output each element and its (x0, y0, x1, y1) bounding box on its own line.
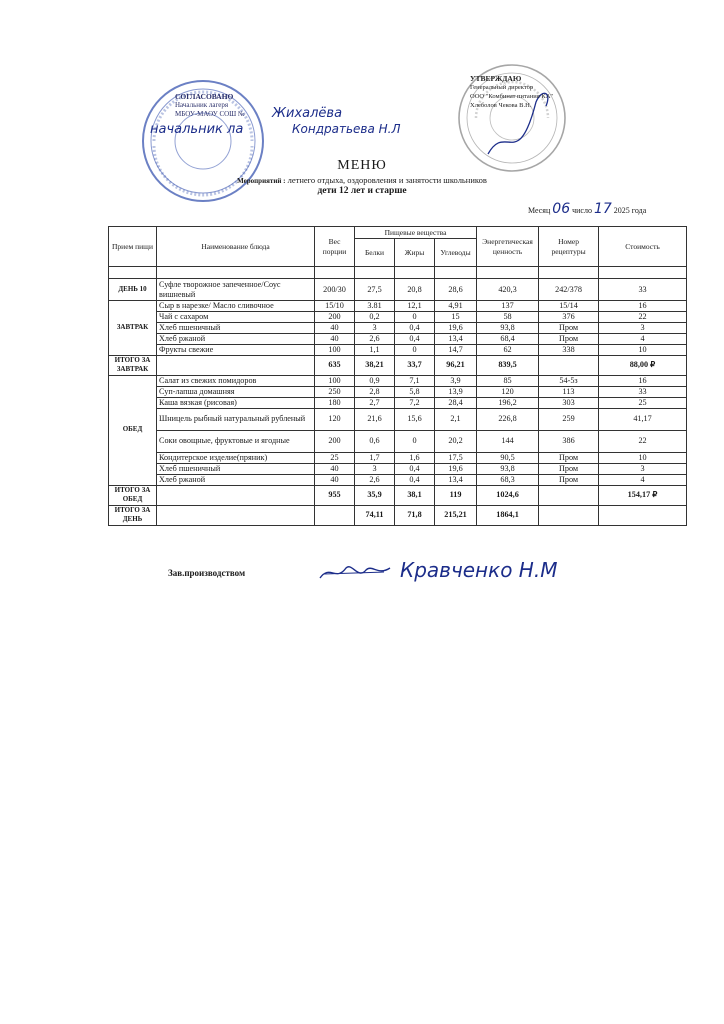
cell-weight: 40 (315, 463, 355, 474)
cell-carbs: 2,1 (435, 408, 477, 430)
cell-recipe: 113 (539, 386, 599, 397)
day-total-row: ИТОГО ЗА ДЕНЬ 74,11 71,8 215,21 1864,1 (109, 505, 687, 525)
cell-cost: 10 (599, 452, 687, 463)
production-manager-signature: Кравченко Н.М (400, 558, 558, 582)
dish-name: Хлеб пшеничный (157, 322, 315, 333)
approval-right-title: УТВЕРЖДАЮ (470, 74, 522, 83)
date-day: 17 (593, 201, 612, 217)
cell-weight: 100 (315, 375, 355, 386)
col-dish: Наименование блюда (157, 227, 315, 267)
cell-fat: 1,6 (395, 452, 435, 463)
cell-weight: 200 (315, 430, 355, 452)
cell-weight: 250 (315, 386, 355, 397)
cell-protein: 1,1 (355, 344, 395, 355)
dish-name: Соки овощные, фруктовые и ягодные (157, 430, 315, 452)
cell-protein: 1,7 (355, 452, 395, 463)
lunch-section (109, 375, 687, 485)
cell-carbs: 13,4 (435, 333, 477, 344)
cell-carbs: 13,4 (435, 474, 477, 485)
dish-name: Кондитерское изделие(пряник) (157, 452, 315, 463)
cell-cost: 25 (599, 397, 687, 408)
col-protein: Белки (355, 239, 395, 267)
table-row (109, 333, 687, 344)
cell-recipe: Пром (539, 333, 599, 344)
cell-cost: 10 (599, 344, 687, 355)
col-meal: Прием пищи (109, 227, 157, 267)
cell-weight: 200 (315, 311, 355, 322)
signature-scribble (318, 560, 392, 584)
event-label: Мероприятий : (237, 177, 286, 185)
cell-weight: 15/10 (315, 301, 355, 312)
cell-cost: 3 (599, 463, 687, 474)
table-row (109, 408, 687, 430)
cell-recipe: Пром (539, 452, 599, 463)
production-manager (168, 568, 245, 578)
cell-recipe: 15/14 (539, 301, 599, 312)
cell-protein: 2,8 (355, 386, 395, 397)
table-row (109, 375, 687, 386)
lunch-total-row: ИТОГО ЗА ОБЕД 955 35,9 38,1 119 1024,6 154,17 ₽ (109, 485, 687, 505)
cell-cost: 22 (599, 311, 687, 322)
table-row (109, 474, 687, 485)
cell-cost: 33 (599, 386, 687, 397)
dish-name: Шницель рыбный натуральный рубленый (157, 408, 315, 430)
cell-fat: 0,4 (395, 322, 435, 333)
cell-recipe: Пром (539, 463, 599, 474)
cell-energy: 68,3 (477, 474, 539, 485)
meal-label: ОБЕД (109, 375, 157, 485)
dish-name: Хлеб ржаной (157, 474, 315, 485)
signature-left-position: начальник ла (150, 122, 244, 137)
cell-weight: 40 (315, 322, 355, 333)
approval-right-position: Генеральный директор (470, 84, 534, 91)
cell-protein: 0,9 (355, 375, 395, 386)
cell-fat: 5,8 (395, 386, 435, 397)
table-row (109, 311, 687, 322)
cell-weight: 120 (315, 408, 355, 430)
menu-table (108, 226, 687, 526)
table-row (109, 344, 687, 355)
cell-fat: 0 (395, 430, 435, 452)
age-group: дети 12 лет и старше (317, 186, 407, 196)
cell-protein: 3 (355, 463, 395, 474)
cell-energy: 85 (477, 375, 539, 386)
cell-carbs: 3,9 (435, 375, 477, 386)
cell-energy: 93,8 (477, 463, 539, 474)
col-nutrients: Пищевые вещества (355, 227, 477, 239)
approval-left-title: СОГЛАСОВАНО (175, 92, 234, 101)
approval-right (470, 74, 580, 110)
cell-carbs: 17,5 (435, 452, 477, 463)
cell-carbs: 20,2 (435, 430, 477, 452)
dish-name: Каша вязкая (рисовая) (157, 397, 315, 408)
col-fat: Жиры (395, 239, 435, 267)
cell-cost: 4 (599, 474, 687, 485)
cell-carbs: 19,6 (435, 322, 477, 333)
table-row (109, 452, 687, 463)
col-weight: Вес порции (315, 227, 355, 267)
cell-energy: 137 (477, 301, 539, 312)
cell-recipe: 303 (539, 397, 599, 408)
table-row (109, 322, 687, 333)
table-row (109, 397, 687, 408)
cell-fat: 0,4 (395, 474, 435, 485)
dish-name: Суп-лапша домашняя (157, 386, 315, 397)
date-month: 06 (552, 201, 571, 217)
cell-protein: 2,6 (355, 333, 395, 344)
approval-left-org: МБОУ-МАОУ СОШ № (175, 110, 245, 118)
cell-cost: 3 (599, 322, 687, 333)
signature-left-name: Кондратьева Н.Л (292, 122, 401, 136)
approval-left-position: Начальник лагеря (175, 101, 229, 109)
cell-cost: 41,17 (599, 408, 687, 430)
cell-recipe: 54-5з (539, 375, 599, 386)
cell-cost: 16 (599, 375, 687, 386)
cell-weight: 25 (315, 452, 355, 463)
cell-recipe: Пром (539, 474, 599, 485)
dish-name: Суфле творожное запеченное/Соус вишневый (157, 279, 315, 301)
event-line (0, 175, 724, 185)
approval-right-sign-line: Хлеболов Чекова В.Н. (470, 102, 532, 109)
cell-protein: 3.81 (355, 301, 395, 312)
cell-carbs: 4,91 (435, 301, 477, 312)
cell-fat: 7,2 (395, 397, 435, 408)
cell-weight: 180 (315, 397, 355, 408)
event-text: летнего отдыха, оздоровления и занятости школьников (287, 175, 487, 185)
cell-carbs: 28,4 (435, 397, 477, 408)
breakfast-section (109, 301, 687, 356)
cell-recipe: 259 (539, 408, 599, 430)
cell-energy: 62 (477, 344, 539, 355)
cell-carbs: 14,7 (435, 344, 477, 355)
table-row (109, 430, 687, 452)
day-label: ДЕНЬ 10 (109, 279, 157, 301)
production-manager-label: Зав.производством (168, 568, 246, 578)
cell-cost: 16 (599, 301, 687, 312)
cell-energy: 90,5 (477, 452, 539, 463)
cell-energy: 93,8 (477, 322, 539, 333)
cell-recipe: Пром (539, 322, 599, 333)
cell-energy: 58 (477, 311, 539, 322)
cell-energy: 68,4 (477, 333, 539, 344)
approval-right-org: ООО "Комбинат питания КА" (470, 93, 554, 100)
cell-fat: 15,6 (395, 408, 435, 430)
cell-protein: 0,6 (355, 430, 395, 452)
cell-weight: 40 (315, 333, 355, 344)
cell-energy: 196,2 (477, 397, 539, 408)
breakfast-total-row: ИТОГО ЗА ЗАВТРАК 635 38,21 33,7 96,21 839,5 88,00 ₽ (109, 355, 687, 375)
cell-fat: 7,1 (395, 375, 435, 386)
cell-protein: 21,6 (355, 408, 395, 430)
col-carbs: Углеводы (435, 239, 477, 267)
dish-name: Фрукты свежие (157, 344, 315, 355)
cell-carbs: 19,6 (435, 463, 477, 474)
cell-carbs: 13,9 (435, 386, 477, 397)
cell-energy: 120 (477, 386, 539, 397)
cell-fat: 0 (395, 311, 435, 322)
date-line: Месяц 06 число 17 2025 года (528, 201, 647, 217)
cell-fat: 0,4 (395, 463, 435, 474)
cell-protein: 0,2 (355, 311, 395, 322)
cell-cost: 22 (599, 430, 687, 452)
cell-fat: 0,4 (395, 333, 435, 344)
cell-recipe: 376 (539, 311, 599, 322)
table-row (109, 386, 687, 397)
table-row (109, 463, 687, 474)
cell-protein: 2,7 (355, 397, 395, 408)
dish-name: Хлеб ржаной (157, 333, 315, 344)
dish-name: Сыр в нарезке/ Масло сливочное (157, 301, 315, 312)
cell-recipe: 338 (539, 344, 599, 355)
approval-left (175, 92, 245, 119)
cell-energy: 226,8 (477, 408, 539, 430)
table-row (109, 301, 687, 312)
dish-name: Чай с сахаром (157, 311, 315, 322)
cell-fat: 12,1 (395, 301, 435, 312)
table-row: ДЕНЬ 10 Суфле творожное запеченное/Соус вишневый 200/30 27,5 20,8 28,6 420,3 242/378 33 (109, 279, 687, 301)
meal-label: ЗАВТРАК (109, 301, 157, 356)
signature-left-top: Жихалёва (272, 106, 343, 121)
dish-name: Хлеб пшеничный (157, 463, 315, 474)
cell-weight: 40 (315, 474, 355, 485)
col-cost: Стоимость (599, 227, 687, 267)
col-energy: Энергетическая ценность (477, 227, 539, 267)
cell-weight: 100 (315, 344, 355, 355)
col-recipe: Номер рецептуры (539, 227, 599, 267)
dish-name: Салат из свежих помидоров (157, 375, 315, 386)
cell-cost: 4 (599, 333, 687, 344)
cell-carbs: 15 (435, 311, 477, 322)
cell-recipe: 386 (539, 430, 599, 452)
cell-energy: 144 (477, 430, 539, 452)
cell-fat: 0 (395, 344, 435, 355)
cell-protein: 3 (355, 322, 395, 333)
document-title: МЕНЮ (337, 158, 387, 173)
cell-protein: 2,6 (355, 474, 395, 485)
